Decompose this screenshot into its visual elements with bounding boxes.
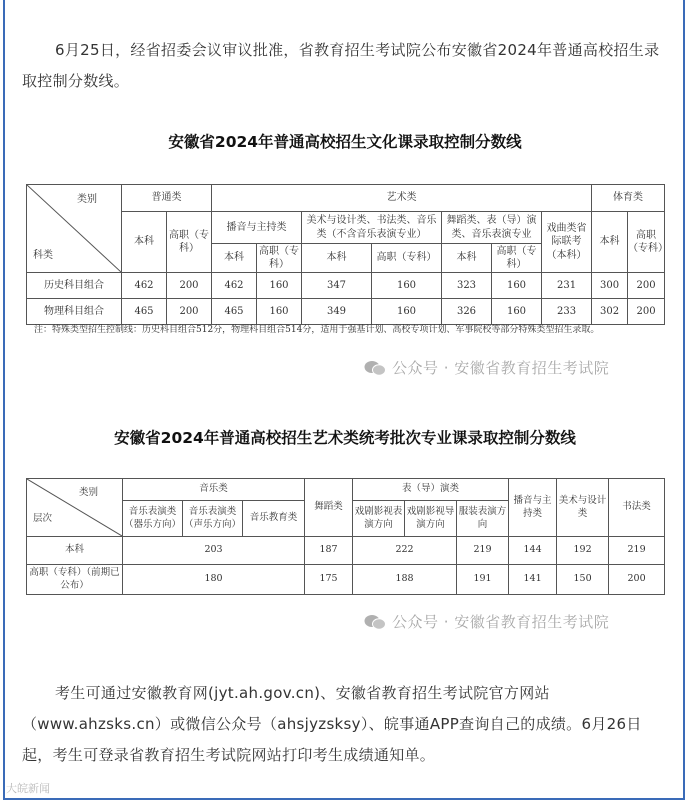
header-drama-sub: 戏剧影视表演方向 (353, 501, 405, 537)
outro-paragraph: 考生可通过安徽教育网(jyt.ah.gov.cn)、安徽省教育招生考试院官方网站（www.ahzsks.cn）或微信公众号（ahsjyzsksy）、皖事通APP查询自己的成绩。6月26日起，考生可登录省教育招生考试院网站打印考生成绩通知单。 (22, 684, 642, 764)
cell-drama-fashion: 191 (457, 565, 509, 595)
header-dance: 舞蹈类 (305, 479, 353, 537)
cell: 200 (167, 273, 212, 299)
header-broadcast: 播音与主持类 (509, 479, 557, 537)
cell: 160 (492, 273, 542, 299)
cell-music: 180 (123, 565, 305, 595)
table2-corner-top: 类别 (78, 487, 98, 498)
cell: 231 (542, 273, 592, 299)
cell-drama: 188 (353, 565, 457, 595)
cell-calligraphy: 219 (609, 537, 665, 565)
cell-broadcast: 141 (509, 565, 557, 595)
header-boyin-benke: 本科 (212, 244, 257, 273)
cell-calligraphy: 200 (609, 565, 665, 595)
cell: 200 (167, 299, 212, 325)
corner-logo: 大皖新闻 (6, 782, 50, 795)
intro-paragraph: 6月25日，经省招委会议审议批准，省教育招生考试院公布安徽省2024年普通高校招生录取控制分数线。 (22, 41, 660, 90)
header-yishu: 艺术类 (212, 185, 592, 212)
cell: 233 (542, 299, 592, 325)
cell: 347 (302, 273, 372, 299)
header-meishu-benke: 本科 (302, 244, 372, 273)
cell: 160 (257, 299, 302, 325)
header-drama: 表（导）演类 (353, 479, 509, 501)
watermark-2 (364, 611, 609, 632)
cell: 462 (122, 273, 167, 299)
table2-title: 安徽省2024年普通高校招生艺术类统考批次专业课录取控制分数线 (114, 429, 576, 447)
table1-note: 注：特殊类型招生控制线：历史科目组合512分，物理科目组合514分，适用于强基计划、高校专项计划、军事院校等部分特殊类型招生录取。 (34, 325, 600, 335)
header-drama-sub: 戏剧影视导演方向 (405, 501, 457, 537)
cell-music: 203 (123, 537, 305, 565)
header-calligraphy: 书法类 (609, 479, 665, 537)
header-tiyu: 体育类 (592, 185, 665, 212)
cell: 349 (302, 299, 372, 325)
header-art: 美术与设计类 (557, 479, 609, 537)
wechat-icon (364, 614, 386, 630)
wechat-icon (364, 360, 386, 376)
row-name: 高职（专科）（前期已公布） (27, 565, 123, 595)
watermark-2-text: 公众号 · 安徽省教育招生考试院 (392, 613, 610, 631)
watermark-1-text: 公众号 · 安徽省教育招生考试院 (392, 359, 610, 377)
row-name: 历史科目组合 (27, 273, 122, 299)
cell: 160 (372, 299, 442, 325)
table2-corner-bottom: 层次 (33, 513, 53, 525)
cell-dance: 175 (305, 565, 353, 595)
cell: 200 (628, 299, 665, 325)
row-name: 物理科目组合 (27, 299, 122, 325)
header-drama-sub: 服装表演方向 (457, 501, 509, 537)
cell-art: 192 (557, 537, 609, 565)
header-wudao-gaozhi: 高职（专科） (492, 244, 542, 273)
cell: 160 (257, 273, 302, 299)
cell-drama: 222 (353, 537, 457, 565)
table-row (27, 273, 665, 299)
header-meishu-gaozhi: 高职（专科） (372, 244, 442, 273)
header-wudao: 舞蹈类、表（导）演类、音乐表演专业 (442, 212, 542, 244)
header-putong-gaozhi: 高职（专科） (167, 212, 212, 273)
cell: 465 (212, 299, 257, 325)
header-music-sub: 音乐表演类（器乐方向） (123, 501, 183, 537)
table1-corner-cell (27, 185, 122, 273)
header-music: 音乐类 (123, 479, 305, 501)
cell: 300 (592, 273, 628, 299)
cell: 326 (442, 299, 492, 325)
header-boyin-gaozhi: 高职（专科） (257, 244, 302, 273)
table1-corner-top: 类别 (77, 194, 97, 205)
cell-drama-fashion: 219 (457, 537, 509, 565)
table2-corner-cell (27, 479, 123, 537)
cell-art: 150 (557, 565, 609, 595)
diagonal-line (27, 479, 122, 536)
culture-score-table (26, 184, 669, 325)
table-row (27, 565, 665, 595)
table1-corner-bottom: 科类 (33, 249, 53, 261)
header-putong-benke: 本科 (122, 212, 167, 273)
header-boyin: 播音与主持类 (212, 212, 302, 244)
header-wudao-benke: 本科 (442, 244, 492, 273)
table-row (27, 537, 665, 565)
cell-dance: 187 (305, 537, 353, 565)
table-row (27, 299, 665, 325)
art-score-table (26, 478, 665, 595)
cell: 302 (592, 299, 628, 325)
cell: 160 (372, 273, 442, 299)
cell: 323 (442, 273, 492, 299)
header-meishu: 美术与设计类、书法类、音乐类（不含音乐表演专业） (302, 212, 442, 244)
cell: 462 (212, 273, 257, 299)
header-putong: 普通类 (122, 185, 212, 212)
cell: 465 (122, 299, 167, 325)
watermark-1 (364, 357, 609, 378)
cell: 160 (492, 299, 542, 325)
header-music-sub: 音乐教育类 (243, 501, 305, 537)
header-tiyu-gaozhi: 高职（专科） (628, 212, 665, 273)
header-music-sub: 音乐表演类（声乐方向） (183, 501, 243, 537)
cell-broadcast: 144 (509, 537, 557, 565)
header-tiyu-benke: 本科 (592, 212, 628, 273)
table1-title: 安徽省2024年普通高校招生文化课录取控制分数线 (168, 133, 522, 151)
cell: 200 (628, 273, 665, 299)
header-xiqu: 戏曲类省际联考（本科） (542, 212, 592, 273)
row-name: 本科 (27, 537, 123, 565)
